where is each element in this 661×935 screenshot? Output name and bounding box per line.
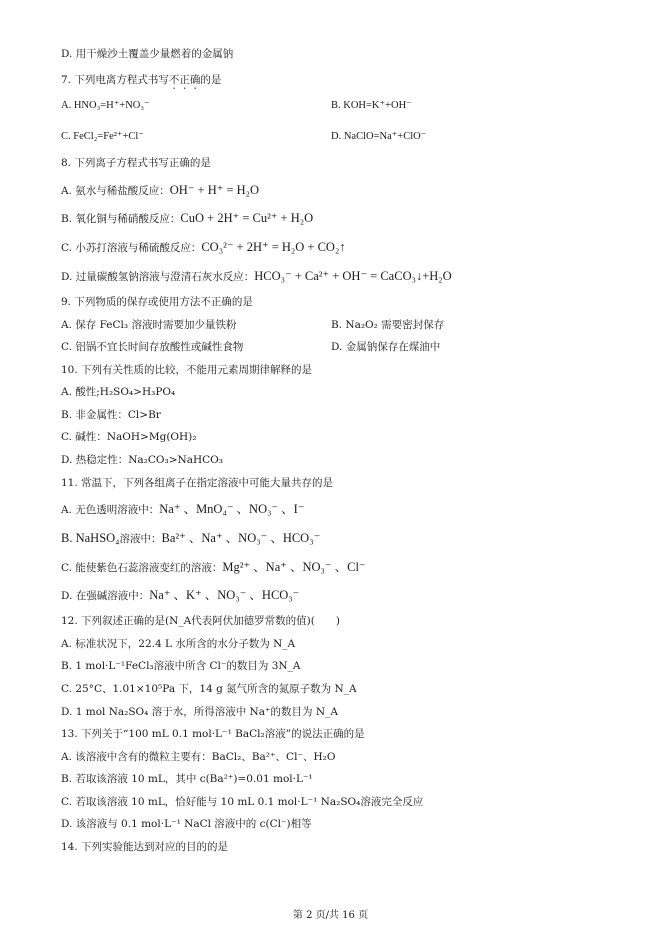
q7-b-text: KOH=K⁺+OH⁻ [343,100,412,111]
q7-stem-post: 的是 [200,74,222,86]
q11-b-ions: Ba²⁺ 、Na⁺ 、NO₃⁻ 、HCO₃⁻ [161,531,321,545]
q11-option-c [61,560,366,575]
q7-option-a [61,99,150,113]
q11-b-prefix: B. NaHSO₄ [61,531,120,545]
q10-option-a: A. 酸性;H₂SO₄>H₃PO₄ [61,386,176,398]
q8-b-equation: CuO + 2H⁺ = Cu²⁺ + H₂O [180,211,314,225]
q13-option-b: B. 若取该溶液 10 mL，其中 c(Ba²⁺)=0.01 mol·L⁻¹ [61,773,313,785]
q7-option-d [331,130,426,144]
q10-option-c: C. 碱性：NaOH>Mg(OH)₂ [61,431,197,443]
q7-a-text: HNO₃=H⁺+NO₃⁻ [73,100,150,111]
q11-a-ions: Na⁺ 、MnO₄⁻ 、NO₃⁻ 、I⁻ [159,502,305,516]
q12-option-c: C. 25°C、1.01×10⁵Pa 下，14 g 氮气所含的氮原子数为 N_A [61,683,357,695]
q11-c-label: C. 能使紫色石蕊溶液变红的溶液： [61,562,223,574]
q7-option-c [61,130,144,144]
q7-option-b [331,99,412,113]
q11-d-label: D. 在强碱溶液中： [61,590,150,602]
q7-c-text: FeCl₂=Fe²⁺+Cl⁻ [73,131,144,142]
q8-a-label: A. 氨水与稀盐酸反应： [61,185,170,197]
q11-c-ions: Mg²⁺ 、Na⁺ 、NO₃⁻ 、Cl⁻ [222,560,366,574]
q11-a-label: A. 无色透明溶液中： [61,504,160,516]
q8-a-equation: OH⁻ + H⁺ = H₂O [169,183,260,197]
q7-c-label: C. [61,131,74,142]
q7-d-text: NaClO=Na⁺+ClO⁻ [343,131,427,142]
q12-option-b: B. 1 mol·L⁻¹FeCl₃溶液中所含 Cl⁻的数目为 3N_A [61,660,301,672]
q12-option-a: A. 标准状况下，22.4 L 水所含的水分子数为 N_A [61,638,296,650]
q8-c-equation: CO₃²⁻ + 2H⁺ = H₂O + CO₂↑ [201,240,346,254]
question-12: 12. 下列叙述正确的是(N_A代表阿伏加德罗常数的值)( ) [61,615,340,627]
question-10: 10. 下列有关性质的比较，不能用元素周期律解释的是 [61,364,313,376]
page-footer: 第 2 页/共 16 页 [292,910,369,921]
q8-option-c [61,240,346,255]
question-13: 13. 下列关于“100 mL 0.1 mol·L⁻¹ BaCl₂溶液”的说法正确的是 [61,728,365,740]
q8-d-equation: HCO₃⁻ + Ca²⁺ + OH⁻ = CaCO₃↓+H₂O [254,269,452,283]
q9-option-b: B. Na₂O₂ 需要密封保存 [331,319,445,331]
q7-stem-pre: 7. 下列电离方程式书写 [61,74,169,86]
q10-option-d: D. 热稳定性：Na₂CO₃>NaHCO₃ [61,454,223,466]
question-7 [61,73,221,92]
q13-option-d: D. 该溶液与 0.1 mol·L⁻¹ NaCl 溶液中的 c(Cl⁻)相等 [61,818,312,830]
q11-option-a [61,502,304,517]
question-11: 11. 常温下，下列各组离子在指定溶液中可能大量共存的是 [61,477,334,489]
q7-stem-emphasis: 不正确 [168,74,201,86]
question-14: 14. 下列实验能达到对应的目的的是 [61,841,229,853]
q10-option-b: B. 非金属性：Cl>Br [61,409,161,421]
question-8: 8. 下列离子方程式书写正确的是 [61,157,211,169]
q9-option-d: D. 金属钠保存在煤油中 [331,341,441,353]
q13-option-c: C. 若取该溶液 10 mL，恰好能与 10 mL 0.1 mol·L⁻¹ Na₂SO₄溶液完全反应 [61,796,424,808]
q8-option-b [61,211,313,226]
q8-option-d [61,269,452,284]
q8-d-label: D. 过量碳酸氢钠溶液与澄清石灰水反应： [61,271,255,283]
question-9: 9. 下列物质的保存或使用方法不正确的是 [61,296,253,308]
q9-option-a: A. 保存 FeCl₃ 溶液时需要加少量铁粉 [61,319,237,331]
q8-option-a [61,183,259,198]
q11-option-d [61,588,299,603]
q13-option-a: A. 该溶液中含有的微粒主要有：BaCl₂、Ba²⁺、Cl⁻、H₂O [61,751,336,763]
q7-d-label: D. [331,131,344,142]
q7-a-label: A. [61,100,74,111]
q6-option-d: D. 用干燥沙土覆盖少量燃着的金属钠 [61,48,234,60]
q11-option-b [61,531,320,546]
q7-b-label: B. [331,100,344,111]
q9-option-c: C. 铝锅不宜长时间存放酸性或碱性食物 [61,341,244,353]
q11-d-ions: Na⁺ 、K⁺ 、NO₃⁻ 、HCO₃⁻ [149,588,300,602]
q11-b-label: 溶液中： [119,533,162,545]
q12-option-d: D. 1 mol Na₂SO₄ 溶于水，所得溶液中 Na⁺的数目为 N_A [61,706,338,718]
q8-c-label: C. 小苏打溶液与稀硫酸反应： [61,242,202,254]
q8-b-label: B. 氧化铜与稀硝酸反应： [61,213,181,225]
